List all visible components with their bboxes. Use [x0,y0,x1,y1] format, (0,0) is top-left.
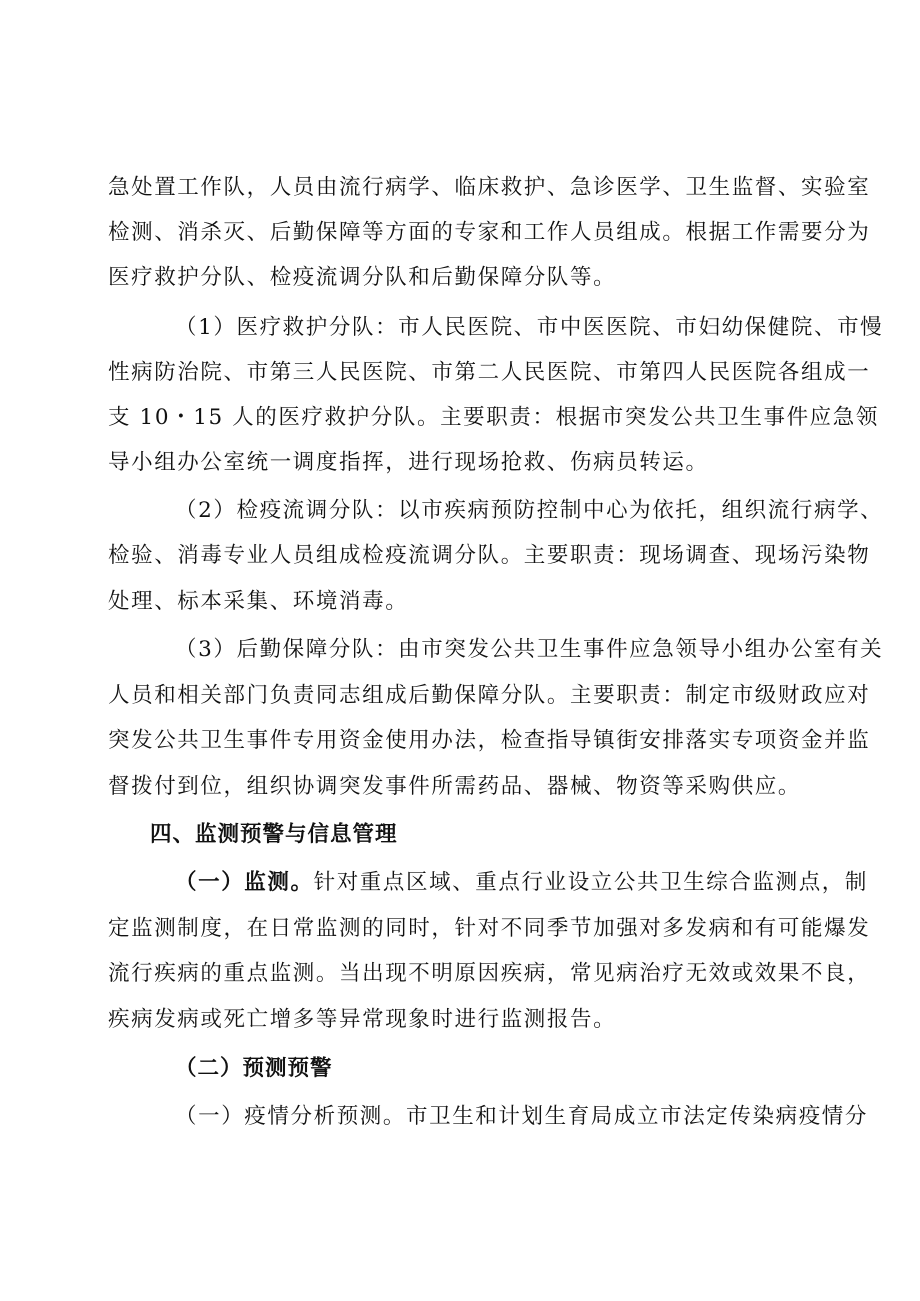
paragraph-line: 检测、消杀灭、后勤保障等方面的专家和工作人员组成。根据工作需要分为 [108,220,871,245]
paragraph-line: 支 10・15 人的医疗救护分队。主要职责：根据市突发公共卫生事件应急领 [108,405,879,430]
paragraph-line: （一）疫情分析预测。市卫生和计划生育局成立市法定传染病疫情分 [175,1104,869,1129]
paragraph-line: 导小组办公室统一调度指挥，进行现场抢救、伤病员转运。 [108,450,709,475]
paragraph-line: 急处置工作队，人员由流行病学、临床救护、急诊医学、卫生监督、实验室 [108,175,871,200]
paragraph-line: 突发公共卫生事件专用资金使用办法，检查指导镇街安排落实专项资金并监 [108,728,871,753]
paragraph-text: 针对重点区域、重点行业设立公共卫生综合监测点，制 [313,870,869,895]
paragraph-line: 人员和相关部门负责同志组成后勤保障分队。主要职责：制定市级财政应对 [108,683,871,708]
subsection-label: （一）监测。 [175,870,314,895]
paragraph-line: 定监测制度，在日常监测的同时，针对不同季节加强对多发病和有可能爆发 [108,916,871,941]
paragraph-line: （1）医疗救护分队：市人民医院、市中医医院、市妇幼保健院、市慢 [175,315,884,340]
paragraph-line: 性病防治院、市第三人民医院、市第二人民医院、市第四人民医院各组成一 [108,360,871,385]
section-heading: 四、监测预警与信息管理 [150,822,398,847]
paragraph-line: 流行疾病的重点监测。当出现不明原因疾病，常见病治疗无效或效果不良， [108,961,871,986]
paragraph-line: 疾病发病或死亡增多等异常现象时进行监测报告。 [108,1007,617,1032]
subsection-heading: （二）预测预警 [175,1056,333,1081]
paragraph-line: 处理、标本采集、环境消毒。 [108,589,409,614]
paragraph-line: 督拨付到位，组织协调突发事件所需药品、器械、物资等采购供应。 [108,774,802,799]
paragraph-line: 检验、消毒专业人员组成检疫流调分队。主要职责：现场调查、现场污染物 [108,543,871,568]
paragraph-line: （2）检疫流调分队：以市疾病预防控制中心为依托，组织流行病学、 [175,498,884,523]
paragraph-line [175,867,869,899]
paragraph-line: 医疗救护分队、检疫流调分队和后勤保障分队等。 [108,265,617,290]
paragraph-line: （3）后勤保障分队：由市突发公共卫生事件应急领导小组办公室有关 [175,637,884,662]
